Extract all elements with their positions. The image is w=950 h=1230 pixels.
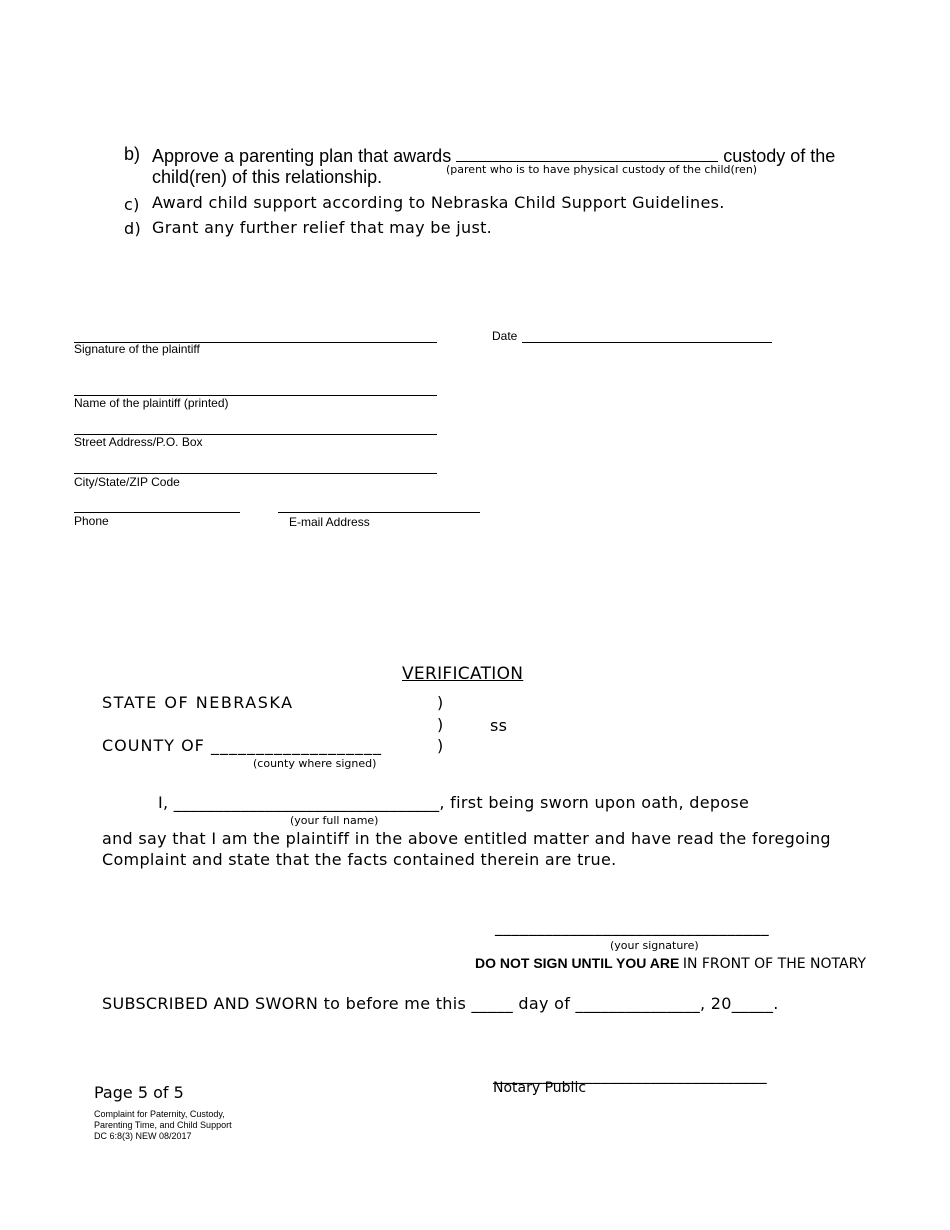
item-b-letter: b): [124, 144, 141, 164]
item-d-letter: d): [124, 219, 141, 238]
page-number: Page 5 of 5: [94, 1083, 184, 1102]
oath-line-2: and say that I am the plaintiff in the above entitled matter and have read the foregoing: [102, 829, 831, 848]
paren-3: ): [437, 736, 444, 755]
item-b-text-after: custody of the: [723, 146, 836, 166]
form-title-line-2: Parenting Time, and Child Support: [94, 1120, 232, 1130]
date-line[interactable]: [522, 342, 772, 343]
email-label: E-mail Address: [289, 515, 370, 529]
paren-2: ): [437, 715, 444, 734]
state-label: STATE OF NEBRASKA: [102, 693, 294, 712]
email-line[interactable]: [278, 512, 480, 513]
notary-warning-rest: IN FRONT OF THE NOTARY: [682, 956, 866, 972]
custody-parent-blank[interactable]: [456, 144, 718, 162]
item-b-text-before: Approve a parenting plan that awards: [152, 146, 452, 166]
item-d-text: Grant any further relief that may be just.: [152, 218, 493, 237]
notary-signature-line[interactable]: _________________________________: [493, 1065, 767, 1084]
verification-title: VERIFICATION: [402, 664, 524, 684]
city-label: City/State/ZIP Code: [74, 475, 180, 489]
street-label: Street Address/P.O. Box: [74, 435, 203, 449]
county-label[interactable]: COUNTY OF ___________________: [102, 736, 382, 755]
notary-public-label: Notary Public: [493, 1080, 587, 1096]
county-hint: (county where signed): [253, 757, 377, 770]
paren-1: ): [437, 693, 444, 712]
notary-warning: [475, 955, 866, 973]
your-signature-line[interactable]: _________________________________: [495, 917, 769, 936]
item-c-text: Award child support according to Nebraska Child Support Guidelines.: [152, 193, 725, 212]
item-b-hint: (parent who is to have physical custody of the child(ren): [446, 163, 758, 176]
name-label: Name of the plaintiff (printed): [74, 396, 229, 410]
form-code: DC 6:8(3) NEW 08/2017: [94, 1131, 192, 1141]
oath-line-1[interactable]: I, ________________________________, first being sworn upon oath, depose: [158, 793, 750, 812]
item-b-text-line2: child(ren) of this relationship.: [152, 167, 383, 187]
item-c-letter: c): [124, 195, 140, 214]
phone-label: Phone: [74, 514, 109, 528]
notary-warning-bold: DO NOT SIGN UNTIL YOU ARE: [475, 955, 680, 971]
signature-label: Signature of the plaintiff: [74, 342, 200, 356]
phone-line[interactable]: [74, 512, 240, 513]
city-line[interactable]: [74, 473, 437, 474]
signature-hint: (your signature): [610, 939, 699, 952]
form-title-line-1: Complaint for Paternity, Custody,: [94, 1109, 225, 1119]
full-name-hint: (your full name): [290, 814, 379, 827]
subscribed-sworn-line[interactable]: SUBSCRIBED AND SWORN to before me this _____ day of _______________, 20_____.: [102, 994, 779, 1013]
date-label: Date: [492, 329, 518, 343]
ss-label: ss: [490, 716, 508, 735]
oath-line-3: Complaint and state that the facts contained therein are true.: [102, 850, 617, 869]
